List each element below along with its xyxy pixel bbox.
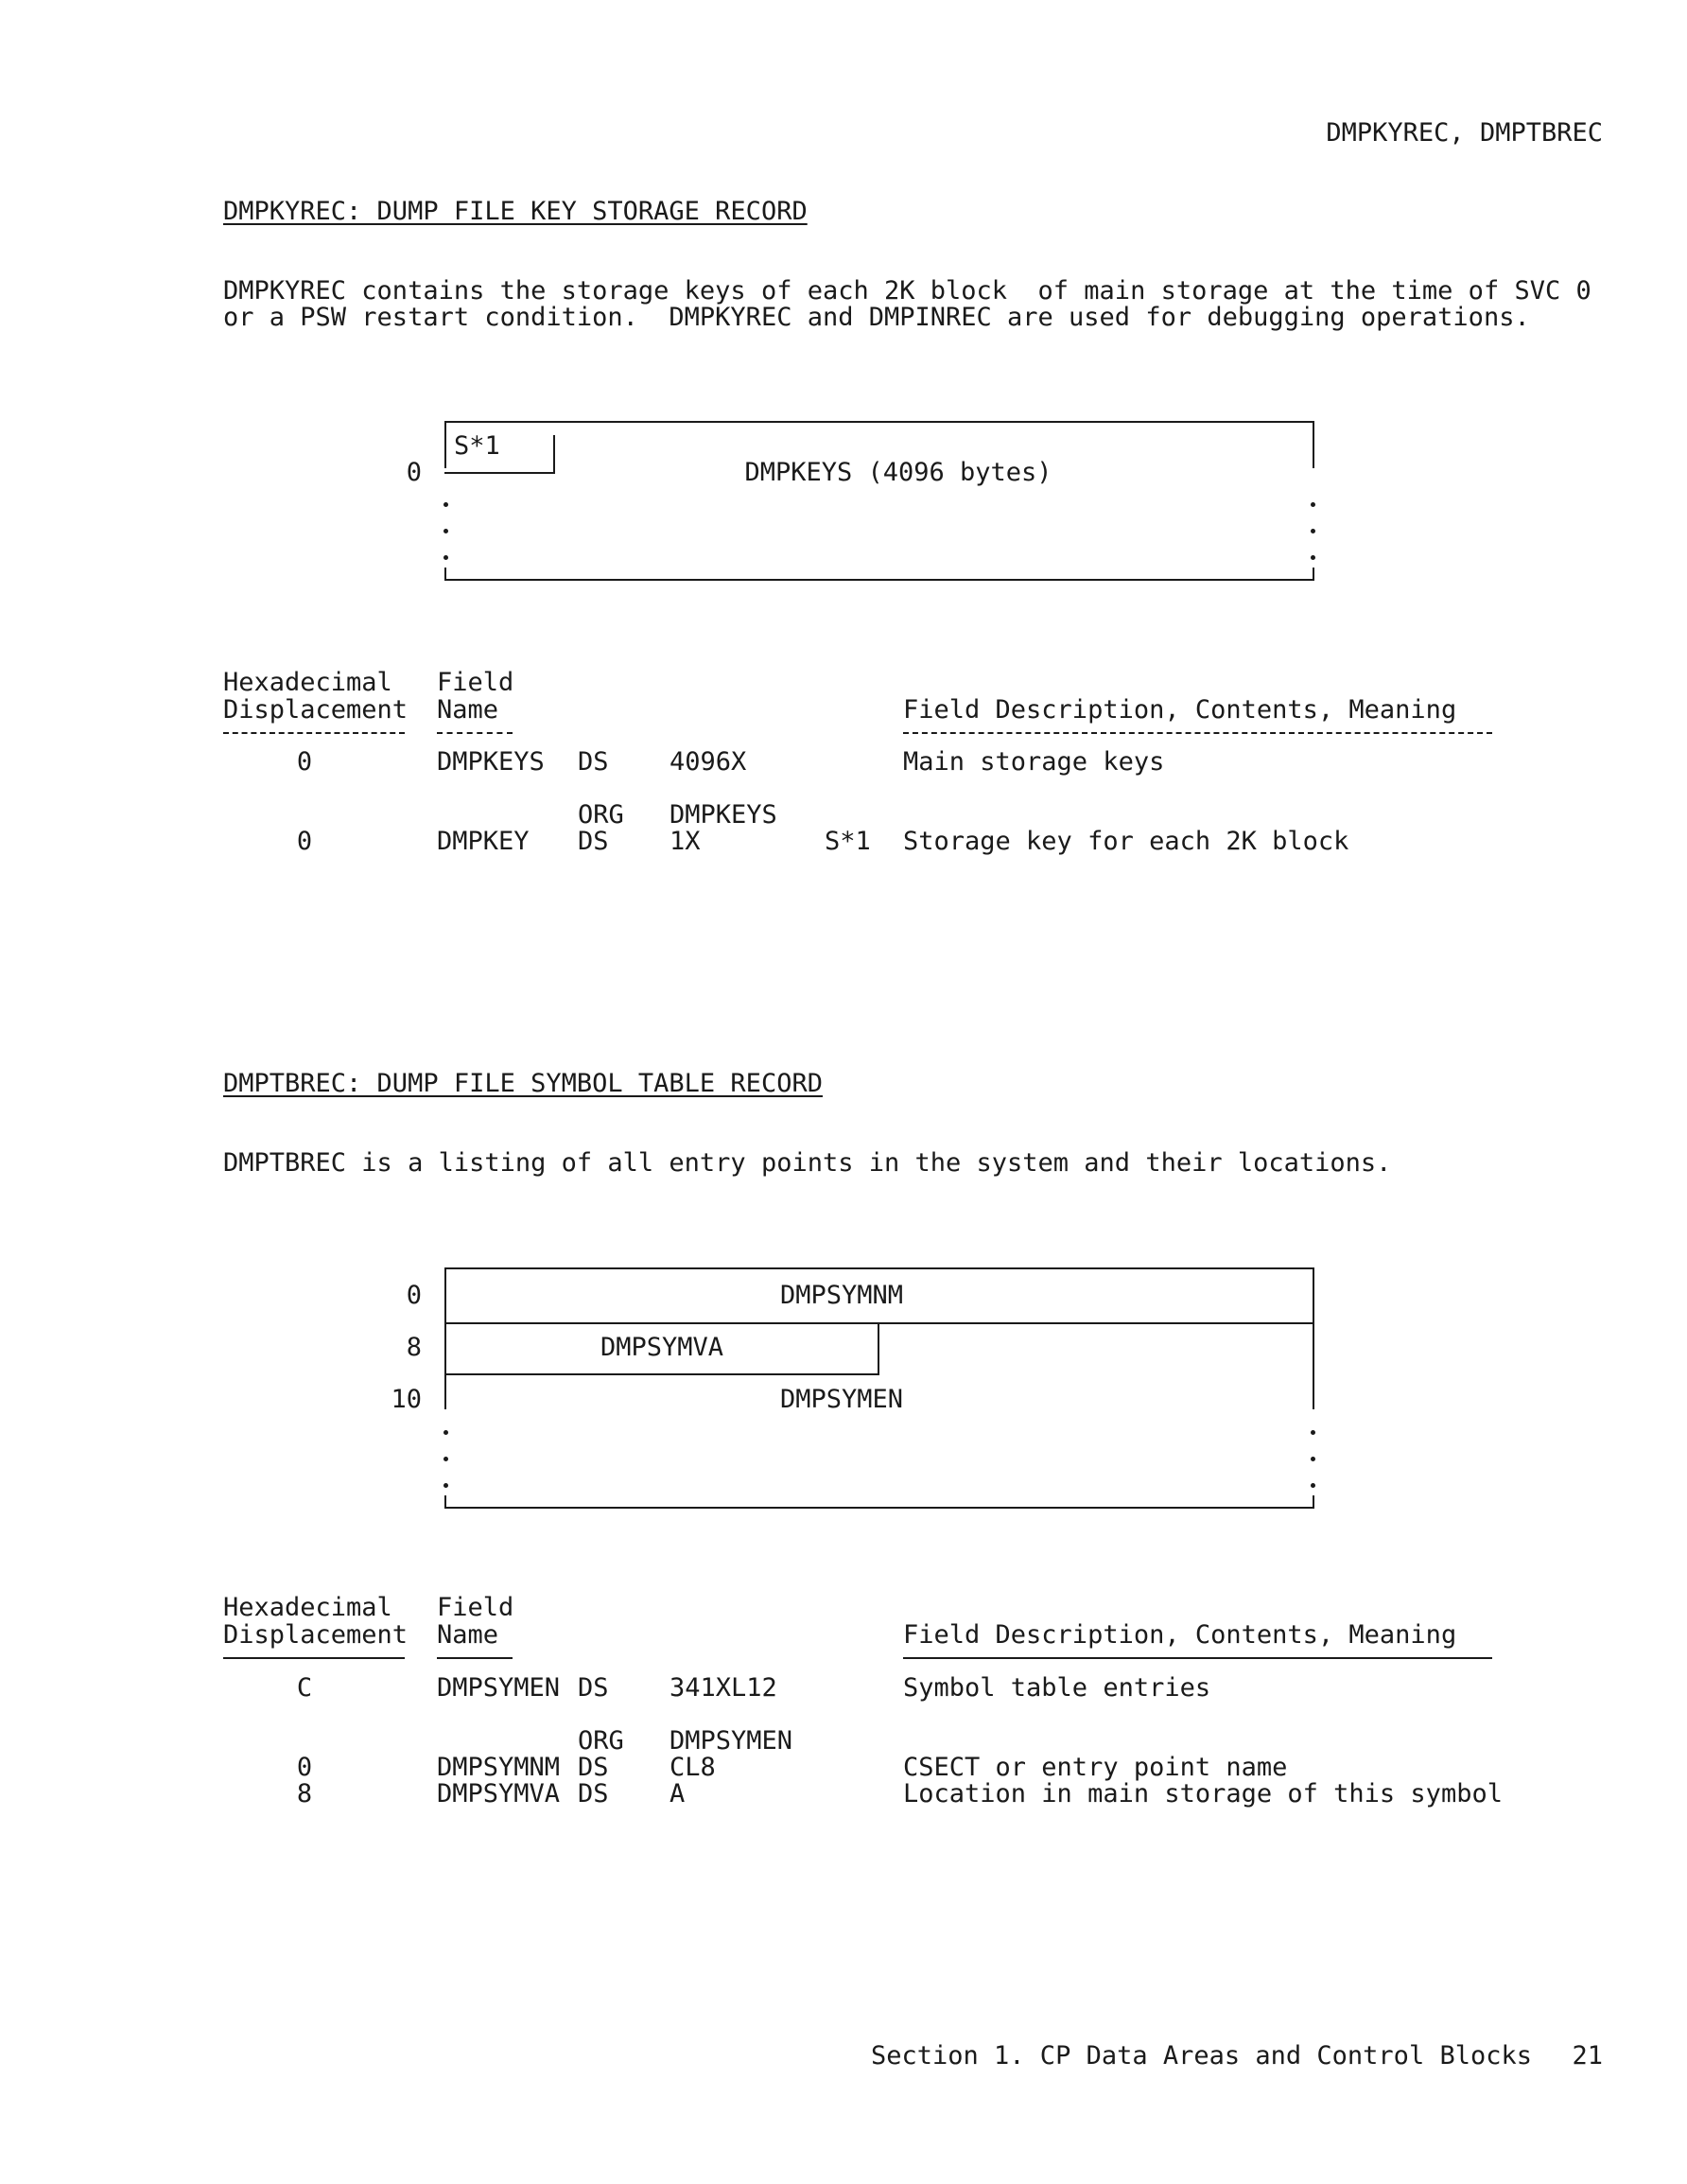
continuation-dot bbox=[1311, 1430, 1315, 1435]
opcode-cell: ORG bbox=[578, 1726, 624, 1756]
continuation-dot bbox=[443, 1430, 448, 1435]
paragraph-line: or a PSW restart condition. DMPKYREC and DMPINREC are used for debugging operations. bbox=[223, 303, 1530, 332]
table-header: Name bbox=[437, 695, 499, 725]
diagram-left-corner bbox=[444, 568, 446, 581]
offset-label: 0 bbox=[406, 458, 422, 487]
header-rule bbox=[903, 732, 1492, 734]
opcode-cell: DS bbox=[578, 747, 609, 777]
header-rule bbox=[223, 732, 405, 734]
header-rule bbox=[437, 732, 513, 734]
operand-cell: DMPSYMEN bbox=[670, 1726, 793, 1756]
field-name-cell: DMPKEY bbox=[437, 827, 530, 856]
field-name-cell: DMPKEYS bbox=[437, 747, 545, 777]
field-name-cell: DMPSYMVA bbox=[437, 1779, 561, 1808]
header-rule bbox=[223, 1657, 405, 1659]
subfield-label: S*1 bbox=[454, 431, 500, 461]
field-label-dmpsymnm: DMPSYMNM bbox=[779, 1281, 904, 1310]
diagram-left-border bbox=[444, 421, 446, 468]
field-label-dmpkeys: DMPKEYS (4096 bytes) bbox=[744, 458, 1052, 487]
diagram-right-border bbox=[1313, 421, 1314, 468]
operand-cell: CL8 bbox=[670, 1753, 716, 1782]
offset-label: 0 bbox=[406, 1281, 422, 1310]
continuation-dot bbox=[443, 1483, 448, 1488]
field-label-dmpsymva: DMPSYMVA bbox=[600, 1333, 724, 1362]
displacement-cell: 0 bbox=[296, 1753, 313, 1782]
opcode-cell: DS bbox=[578, 1779, 609, 1808]
displacement-cell: 0 bbox=[296, 827, 313, 856]
diagram-bottom-border bbox=[444, 1507, 1314, 1509]
field-name-cell: DMPSYMNM bbox=[437, 1753, 561, 1782]
running-title: DMPKYREC, DMPTBREC bbox=[1326, 118, 1603, 148]
diagram-top-border bbox=[444, 1267, 1314, 1269]
description-cell: Location in main storage of this symbol bbox=[903, 1779, 1503, 1808]
continuation-dot bbox=[443, 1457, 448, 1461]
paragraph-line: DMPTBREC is a listing of all entry points in the system and their locations. bbox=[223, 1148, 1392, 1178]
section-title-dmptbrec: DMPTBREC: DUMP FILE SYMBOL TABLE RECORD bbox=[223, 1069, 823, 1098]
table-header: Name bbox=[437, 1620, 499, 1650]
table-header: Field bbox=[437, 668, 514, 697]
continuation-dot bbox=[443, 555, 448, 560]
paragraph-line: DMPKYREC contains the storage keys of each 2K block of main storage at the time of SVC 0 bbox=[223, 276, 1591, 306]
description-cell: Symbol table entries bbox=[903, 1673, 1211, 1703]
operand-cell: 1X bbox=[670, 827, 701, 856]
operand-cell: A bbox=[670, 1779, 686, 1808]
offset-label: 8 bbox=[406, 1333, 422, 1362]
table-header: Displacement bbox=[223, 1620, 409, 1650]
header-rule bbox=[903, 1657, 1492, 1659]
diagram-left-corner bbox=[444, 1495, 446, 1509]
continuation-dot bbox=[443, 529, 448, 533]
continuation-dot bbox=[1311, 1457, 1315, 1461]
description-cell: CSECT or entry point name bbox=[903, 1753, 1288, 1782]
diagram-right-corner bbox=[1313, 1495, 1314, 1509]
continuation-dot bbox=[443, 502, 448, 507]
opcode-cell: DS bbox=[578, 1673, 609, 1703]
continuation-dot bbox=[1311, 1483, 1315, 1488]
table-header: Displacement bbox=[223, 695, 409, 725]
table-header: Hexadecimal bbox=[223, 1593, 392, 1622]
operand-cell: 341XL12 bbox=[670, 1673, 777, 1703]
page-number: 21 bbox=[1572, 2041, 1603, 2070]
field-name-cell: DMPSYMEN bbox=[437, 1673, 561, 1703]
table-header: Field bbox=[437, 1593, 514, 1622]
continuation-dot bbox=[1311, 529, 1315, 533]
diagram-bottom-border bbox=[444, 579, 1314, 581]
table-header: Hexadecimal bbox=[223, 668, 392, 697]
diagram-top-border bbox=[444, 421, 1314, 423]
header-rule bbox=[437, 1657, 513, 1659]
displacement-cell: 8 bbox=[296, 1779, 313, 1808]
operand-cell: 4096X bbox=[670, 747, 747, 777]
description-cell: Storage key for each 2K block bbox=[903, 827, 1349, 856]
subfield-right-border bbox=[553, 435, 555, 473]
field-label-dmpsymen: DMPSYMEN bbox=[779, 1385, 904, 1414]
continuation-dot bbox=[1311, 555, 1315, 560]
operand-cell: DMPKEYS bbox=[670, 800, 777, 830]
diagram-left-border bbox=[444, 1267, 446, 1409]
row-divider bbox=[444, 1373, 879, 1375]
continuation-dot bbox=[1311, 502, 1315, 507]
description-cell: Main storage keys bbox=[903, 747, 1165, 777]
diagram-right-border bbox=[1313, 1267, 1314, 1409]
row-divider bbox=[444, 1322, 1314, 1324]
section-title-dmpkyrec: DMPKYREC: DUMP FILE KEY STORAGE RECORD bbox=[223, 197, 808, 226]
table-header: Field Description, Contents, Meaning bbox=[903, 1620, 1457, 1650]
opcode-cell: ORG bbox=[578, 800, 624, 830]
displacement-cell: C bbox=[296, 1673, 313, 1703]
offset-label: 10 bbox=[391, 1385, 422, 1414]
subfield-bottom-border bbox=[444, 472, 555, 474]
note-cell: S*1 bbox=[825, 827, 871, 856]
displacement-cell: 0 bbox=[296, 747, 313, 777]
footer-section-label: Section 1. CP Data Areas and Control Blocks bbox=[871, 2041, 1532, 2070]
opcode-cell: DS bbox=[578, 1753, 609, 1782]
subfield-right-border bbox=[878, 1322, 879, 1375]
diagram-right-corner bbox=[1313, 568, 1314, 581]
opcode-cell: DS bbox=[578, 827, 609, 856]
table-header: Field Description, Contents, Meaning bbox=[903, 695, 1457, 725]
